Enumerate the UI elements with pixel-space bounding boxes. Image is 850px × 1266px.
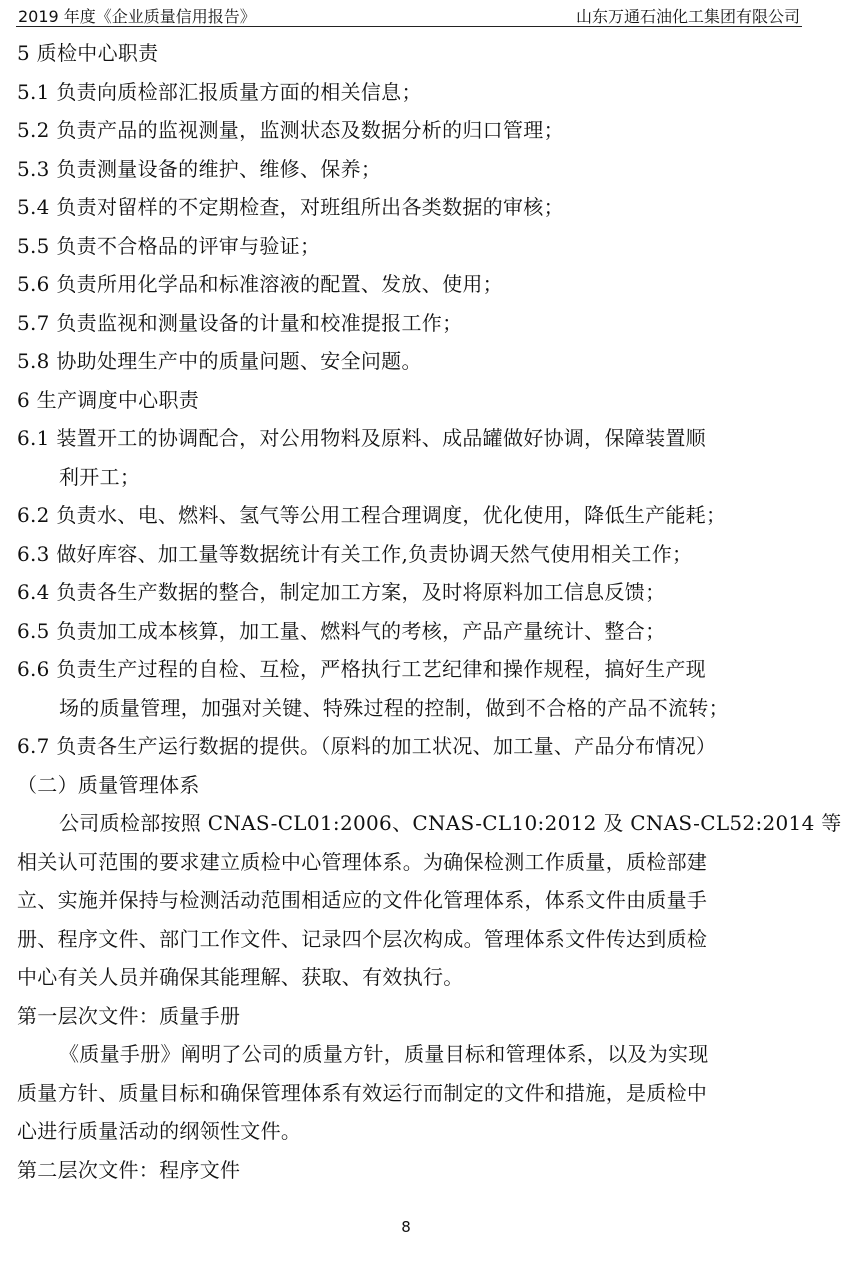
list-item: 6.3 做好库容、加工量等数据统计有关工作,负责协调天然气使用相关工作；	[17, 541, 693, 566]
list-item: 5.8 协助处理生产中的质量问题、安全问题。	[17, 349, 422, 373]
header-report-title: 2019 年度《企业质量信用报告》	[18, 7, 256, 26]
list-item: 5.5 负责不合格品的评审与验证；	[17, 233, 321, 258]
list-item: 5.3 负责测量设备的维护、维修、保养；	[17, 156, 382, 181]
list-item: 5.4 负责对留样的不定期检查，对班组所出各类数据的审核；	[17, 195, 564, 219]
list-item: 6.5 负责加工成本核算，加工量、燃料气的考核，产品产量统计、整合；	[17, 618, 666, 643]
section-heading: 6 生产调度中心职责	[17, 387, 200, 412]
document-body	[17, 34, 842, 1189]
list-item: 6.7 负责各生产运行数据的提供。（原料的加工状况、加工量、产品分布情况）	[17, 734, 717, 758]
paragraph-line: 公司质检部按照 CNAS-CL01:2006、CNAS-CL10:2012 及 CNAS-CL52:2014 等	[59, 811, 842, 835]
section-heading: （二）质量管理体系	[17, 772, 200, 797]
paragraph-line: 质量方针、质量目标和确保管理体系有效运行而制定的文件和措施，是质检中	[17, 1080, 708, 1105]
section-heading: 5 质检中心职责	[17, 41, 159, 65]
list-item: 5.2 负责产品的监视测量，监测状态及数据分析的归口管理；	[17, 118, 564, 142]
list-item-continuation: 场的质量管理，加强对关键、特殊过程的控制，做到不合格的产品不流转；	[59, 695, 729, 720]
paragraph-line: 心进行质量活动的纲领性文件。	[17, 1119, 302, 1143]
list-item-continuation: 利开工；	[59, 464, 141, 489]
paragraph-line: 相关认可范围的要求建立质检中心管理体系。为确保检测工作质量，质检部建	[17, 849, 708, 874]
paragraph-line: 册、程序文件、部门工作文件、记录四个层次构成。管理体系文件传达到质检	[17, 926, 708, 951]
list-item: 6.6 负责生产过程的自检、互检，严格执行工艺纪律和操作规程，搞好生产现	[17, 657, 706, 681]
subsection-heading: 第一层次文件：质量手册	[17, 1003, 241, 1028]
paragraph-line: 中心有关人员并确保其能理解、获取、有效执行。	[17, 965, 464, 989]
page-header	[16, 2, 802, 27]
list-item: 5.7 负责监视和测量设备的计量和校准提报工作；	[17, 310, 463, 335]
list-item: 5.6 负责所用化学品和标准溶液的配置、发放、使用；	[17, 272, 503, 296]
list-item: 5.1 负责向质检部汇报质量方面的相关信息；	[17, 79, 422, 104]
list-item: 6.4 负责各生产数据的整合，制定加工方案，及时将原料加工信息反馈；	[17, 580, 666, 604]
page-number: 8	[401, 1218, 411, 1236]
header-company-name: 山东万通石油化工集团有限公司	[575, 7, 800, 26]
paragraph-line: 立、实施并保持与检测活动范围相适应的文件化管理体系，体系文件由质量手	[17, 888, 708, 912]
list-item: 6.2 负责水、电、燃料、氢气等公用工程合理调度，优化使用，降低生产能耗；	[17, 503, 727, 527]
paragraph-line: 《质量手册》阐明了公司的质量方针，质量目标和管理体系，以及为实现	[59, 1042, 709, 1066]
list-item: 6.1 装置开工的协调配合，对公用物料及原料、成品罐做好协调，保障装置顺	[17, 426, 706, 450]
subsection-heading: 第二层次文件：程序文件	[17, 1157, 241, 1182]
